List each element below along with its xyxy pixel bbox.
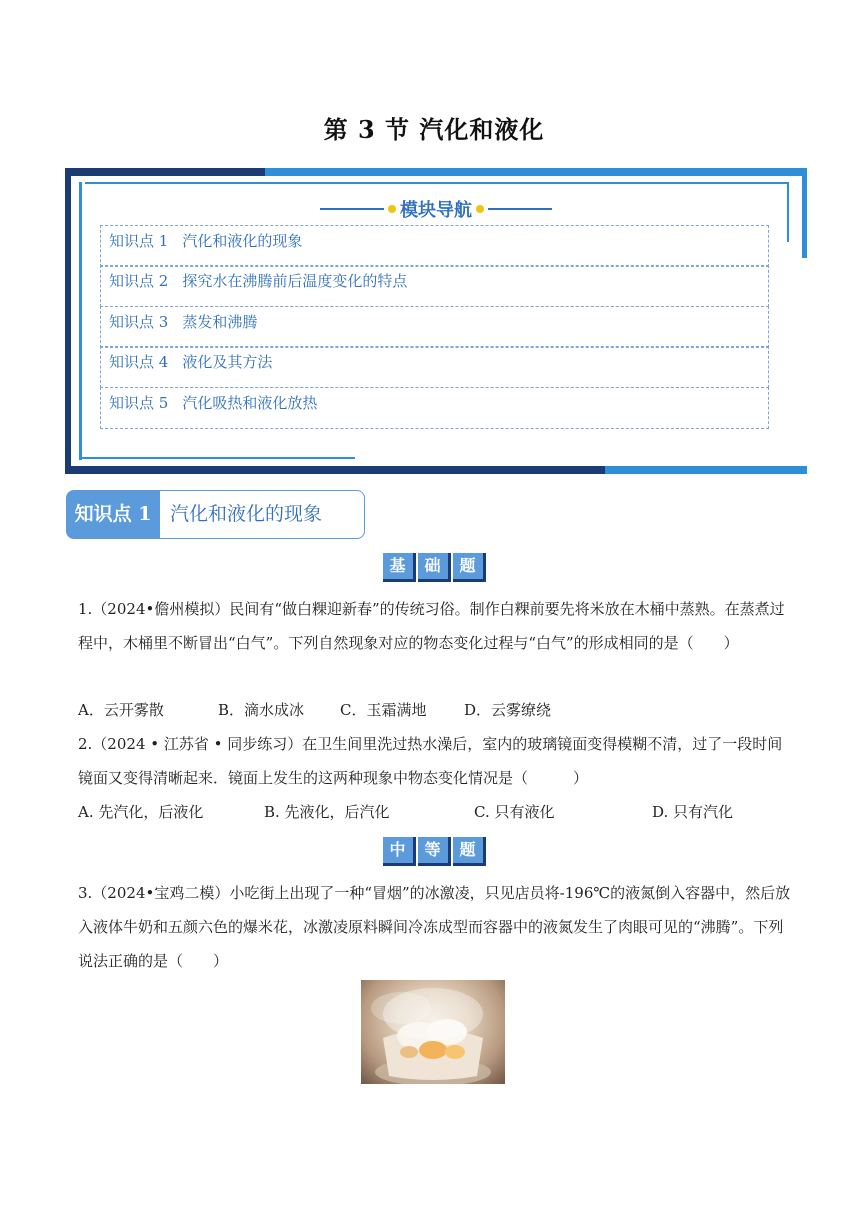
frame-decoration <box>79 457 355 459</box>
nav-item-label: 蒸发和沸腾 <box>182 312 258 331</box>
question-1: 1.（2024•儋州模拟）民间有“做白粿迎新春”的传统习俗。制作白粿前要先将米放在木桶中蒸熟。在蒸煮过程中，木桶里不断冒出“白气”。下列自然现象对应的物态变化过程与“白气”的形成相同的是（ ） <box>78 600 785 652</box>
option-c: C. 只有液化 <box>474 803 555 821</box>
section-badge-number: 知识点 1 <box>66 490 160 539</box>
option-a: A．云开雾散 <box>78 701 164 719</box>
option-b: B．滴水成冰 <box>218 701 305 719</box>
nav-item-number: 知识点 5 <box>109 393 169 412</box>
dot-icon <box>476 205 484 213</box>
level-tag-char: 础 <box>418 553 451 582</box>
frame-decoration <box>79 182 82 460</box>
level-tag-char: 中 <box>383 837 416 866</box>
question-1-options <box>78 693 792 727</box>
header-line-right <box>488 208 552 210</box>
section-badge <box>66 490 356 539</box>
nav-item-label: 汽化吸热和液化放热 <box>182 393 318 412</box>
ice-cream-illustration <box>361 980 505 1084</box>
frame-decoration <box>85 182 789 184</box>
option-c: C．玉霜满地 <box>340 701 427 719</box>
question-2: 2.（2024 • 江苏省 • 同步练习）在卫生间里洗过热水澡后，室内的玻璃镜面变得模糊不清，过了一段时间镜面又变得清晰起来．镜面上发生的这两种现象中物态变化情况是（ ） <box>78 735 783 787</box>
nav-item-kp5[interactable] <box>100 387 769 429</box>
nav-item-kp3[interactable] <box>100 306 769 348</box>
option-b: B. 先液化，后汽化 <box>264 803 390 821</box>
nav-item-label: 探究水在沸腾前后温度变化的特点 <box>182 272 408 290</box>
page-title: 第 3 节 汽化和液化 <box>323 115 545 144</box>
nav-item-kp2[interactable] <box>100 265 769 307</box>
frame-decoration <box>605 466 807 474</box>
option-d: D. 只有汽化 <box>652 803 734 821</box>
nav-item-number: 知识点 2 <box>109 272 169 290</box>
question-2-options <box>78 795 792 829</box>
nav-header-text: 模块导航 <box>400 200 472 221</box>
header-line-left <box>320 208 384 210</box>
level-tag-basic <box>0 553 868 582</box>
option-d: D．云雾缭绕 <box>464 701 552 719</box>
option-a: A. 先汽化，后液化 <box>78 803 204 821</box>
frame-decoration <box>265 168 807 176</box>
nav-item-kp1[interactable] <box>100 225 769 267</box>
level-tag-char: 题 <box>453 837 486 866</box>
ice-cream-photo <box>361 980 505 1084</box>
level-tag-medium <box>0 837 868 866</box>
nav-item-label: 汽化和液化的现象 <box>182 231 303 250</box>
dot-icon <box>388 205 396 213</box>
nav-header <box>65 196 807 222</box>
level-tag-char: 等 <box>418 837 451 866</box>
section-badge-title: 汽化和液化的现象 <box>160 490 365 539</box>
nav-item-number: 知识点 1 <box>109 231 169 250</box>
nav-item-label: 液化及其方法 <box>182 353 273 371</box>
level-tag-char: 基 <box>383 553 416 582</box>
nav-item-number: 知识点 4 <box>109 353 169 371</box>
module-navigation <box>65 168 807 474</box>
level-tag-char: 题 <box>453 553 486 582</box>
nav-item-number: 知识点 3 <box>109 312 169 331</box>
nav-list <box>100 226 769 429</box>
question-3: 3.（2024•宝鸡二模）小吃街上出现了一种“冒烟”的冰激凌，只见店员将-196℃的液氮倒入容器中，然后放入液体牛奶和五颜六色的爆米花，冰激凌原料瞬间冷冻成型而容器中的液氮发生了肉眼可见的“沸腾”。下列说法正确的是（ ） <box>78 884 791 970</box>
nav-item-kp4[interactable] <box>100 346 769 388</box>
